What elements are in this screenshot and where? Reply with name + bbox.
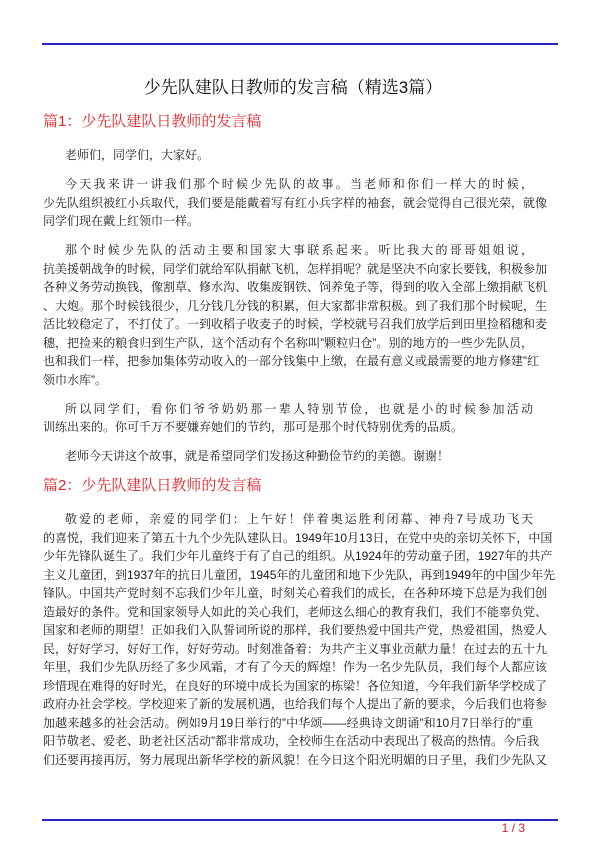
paragraph xyxy=(43,447,533,466)
text-line: 少年先锋队诞生了。我们少年儿童终于有了自己的组织。从1924年的劳动童子团，1927年的共产 xyxy=(43,549,553,563)
section-heading: 篇1：少先队建队日教师的发言稿 xyxy=(43,113,262,130)
text-line: 训练出来的。你可千万不要嫌弃她们的节约，那可是那个时代特别优秀的品质。 xyxy=(43,420,464,434)
text-line: 加越来越多的社会活动。例如9月19日举行的”中华颂——经典诗文朗诵”和10月7日举行的”重 xyxy=(43,715,533,730)
text-line: 抗美援朝战争的时候，同学们就给军队捐献飞机，怎样捐呢？就是坚决不向家长要钱，积极参加 xyxy=(43,261,548,276)
text-line: 政府办社会学校。学校迎来了新的发展机遇，也给我们每个人提出了新的要求，今后我们也将参 xyxy=(43,697,548,711)
text-line: 造最好的条件。党和国家领导人如此的关心我们，老师这么细心的教育我们，我们不能辜负党、 xyxy=(43,604,548,619)
text-line: 同学们现在戴上红领巾一样。 xyxy=(43,214,200,228)
text-line: 少先队组织被红小兵取代，我们要是能戴着写有红小兵字样的袖套，就会觉得自己很光荣，就像 xyxy=(43,195,548,210)
paragraph xyxy=(43,146,533,165)
paragraph xyxy=(43,400,533,437)
document-title: 少先队建队日教师的发言稿（精选3篇） xyxy=(143,78,443,97)
text-line: 老师今天讲这个故事，就是希望同学们发扬这种勤俭节约的美德。谢谢！ xyxy=(65,449,450,463)
sections xyxy=(43,112,556,769)
text-line: 民，好好学习，好好工作，好好劳动。时刻准备着：为共产主义事业贡献力量！在过去的五十九 xyxy=(43,641,548,656)
text-line: 珍惜现在难得的好时光，在良好的环境中成长为国家的栋梁！各位知道，今年我们新华学校成了 xyxy=(43,678,548,693)
page-indicator: 1 / 3 xyxy=(501,821,525,835)
text-line: 主义儿童团，到1937年的抗日儿童团，1945年的儿童团和地下少先队，再到1949年的中国少年先 xyxy=(43,567,556,582)
text-line: 锋队。中国共产党时刻不忘我们少年儿童，时刻关心着我们的成长，在各种环境下总是为我们创 xyxy=(43,586,548,600)
text-line: 所以同学们，看你们爷爷奶奶那一辈人特别节俭，也就是小的时候参加活动 xyxy=(65,401,533,416)
section-1 xyxy=(43,112,548,466)
paragraph xyxy=(43,175,548,231)
section-heading: 篇2：少先队建队日教师的发言稿 xyxy=(43,477,262,494)
text-line: 阳节敬老、爱老、助老社区活动”都非常成功，全校师生在活动中表现出了极高的热情。今后我 xyxy=(43,734,539,748)
text-line: 领巾水库”。 xyxy=(43,372,107,387)
text-line: 今天我来讲一讲我们那个时候少先队的故事。当老师和你们一样大的时候， xyxy=(65,177,533,191)
section-2 xyxy=(43,476,556,769)
paragraph xyxy=(43,241,548,389)
header-rule xyxy=(42,43,558,45)
document-body xyxy=(43,77,556,780)
text-line: 国家和老师的期望！正如我们入队誓词所说的那样，我们要热爱中国共产党，热爱祖国，热爱人 xyxy=(43,623,548,637)
text-line: 敬爱的老师，亲爱的同学们：上午好！伴着奥运胜利闭幕、神舟7号成功飞天 xyxy=(65,512,533,526)
text-line: 穗，把捡来的粮食归到生产队，这个活动有个名称叫”颗粒归仓”。别的地方的一些少先队员， xyxy=(43,335,533,350)
text-line: 们还要再接再厉，努力展现出新华学校的新风貌！在今日这个阳光明媚的日子里，我们少先队又 xyxy=(43,752,548,767)
text-line: 也和我们一样，把参加集体劳动收入的一部分钱集中上缴，在最有意义或最需要的地方修建”红 xyxy=(43,354,539,368)
text-line: 活比较稳定了，不打仗了。一到收稻子收麦子的时候，学校就号召我们放学后到田里捡稻穗和麦 xyxy=(43,317,548,331)
text-line: 、大炮。那个时候钱很少，几分钱几分钱的积累，但大家都非常积极。到了我们那个时候呢，生 xyxy=(43,298,548,313)
paragraph xyxy=(43,510,556,769)
text-line: 那个时候少先队的活动主要和国家大事联系起来。听比我大的哥哥姐姐说， xyxy=(65,243,533,257)
text-line: 年里，我们少先队历经了多少风霜，才有了今天的辉煌！作为一名少先队员，我们每个人都应该 xyxy=(43,660,548,674)
text-line: 各种义务劳动换钱，像割草、修水沟、收集废钢铁、饲养兔子等，得到的收入全部上缴捐献飞机 xyxy=(43,280,548,294)
text-line: 老师们，同学们，大家好。 xyxy=(65,148,210,162)
text-line: 的喜悦，我们迎来了第五十九个少先队建队日。1949年10月13日，在党中央的亲切关怀下，中国 xyxy=(43,530,553,545)
